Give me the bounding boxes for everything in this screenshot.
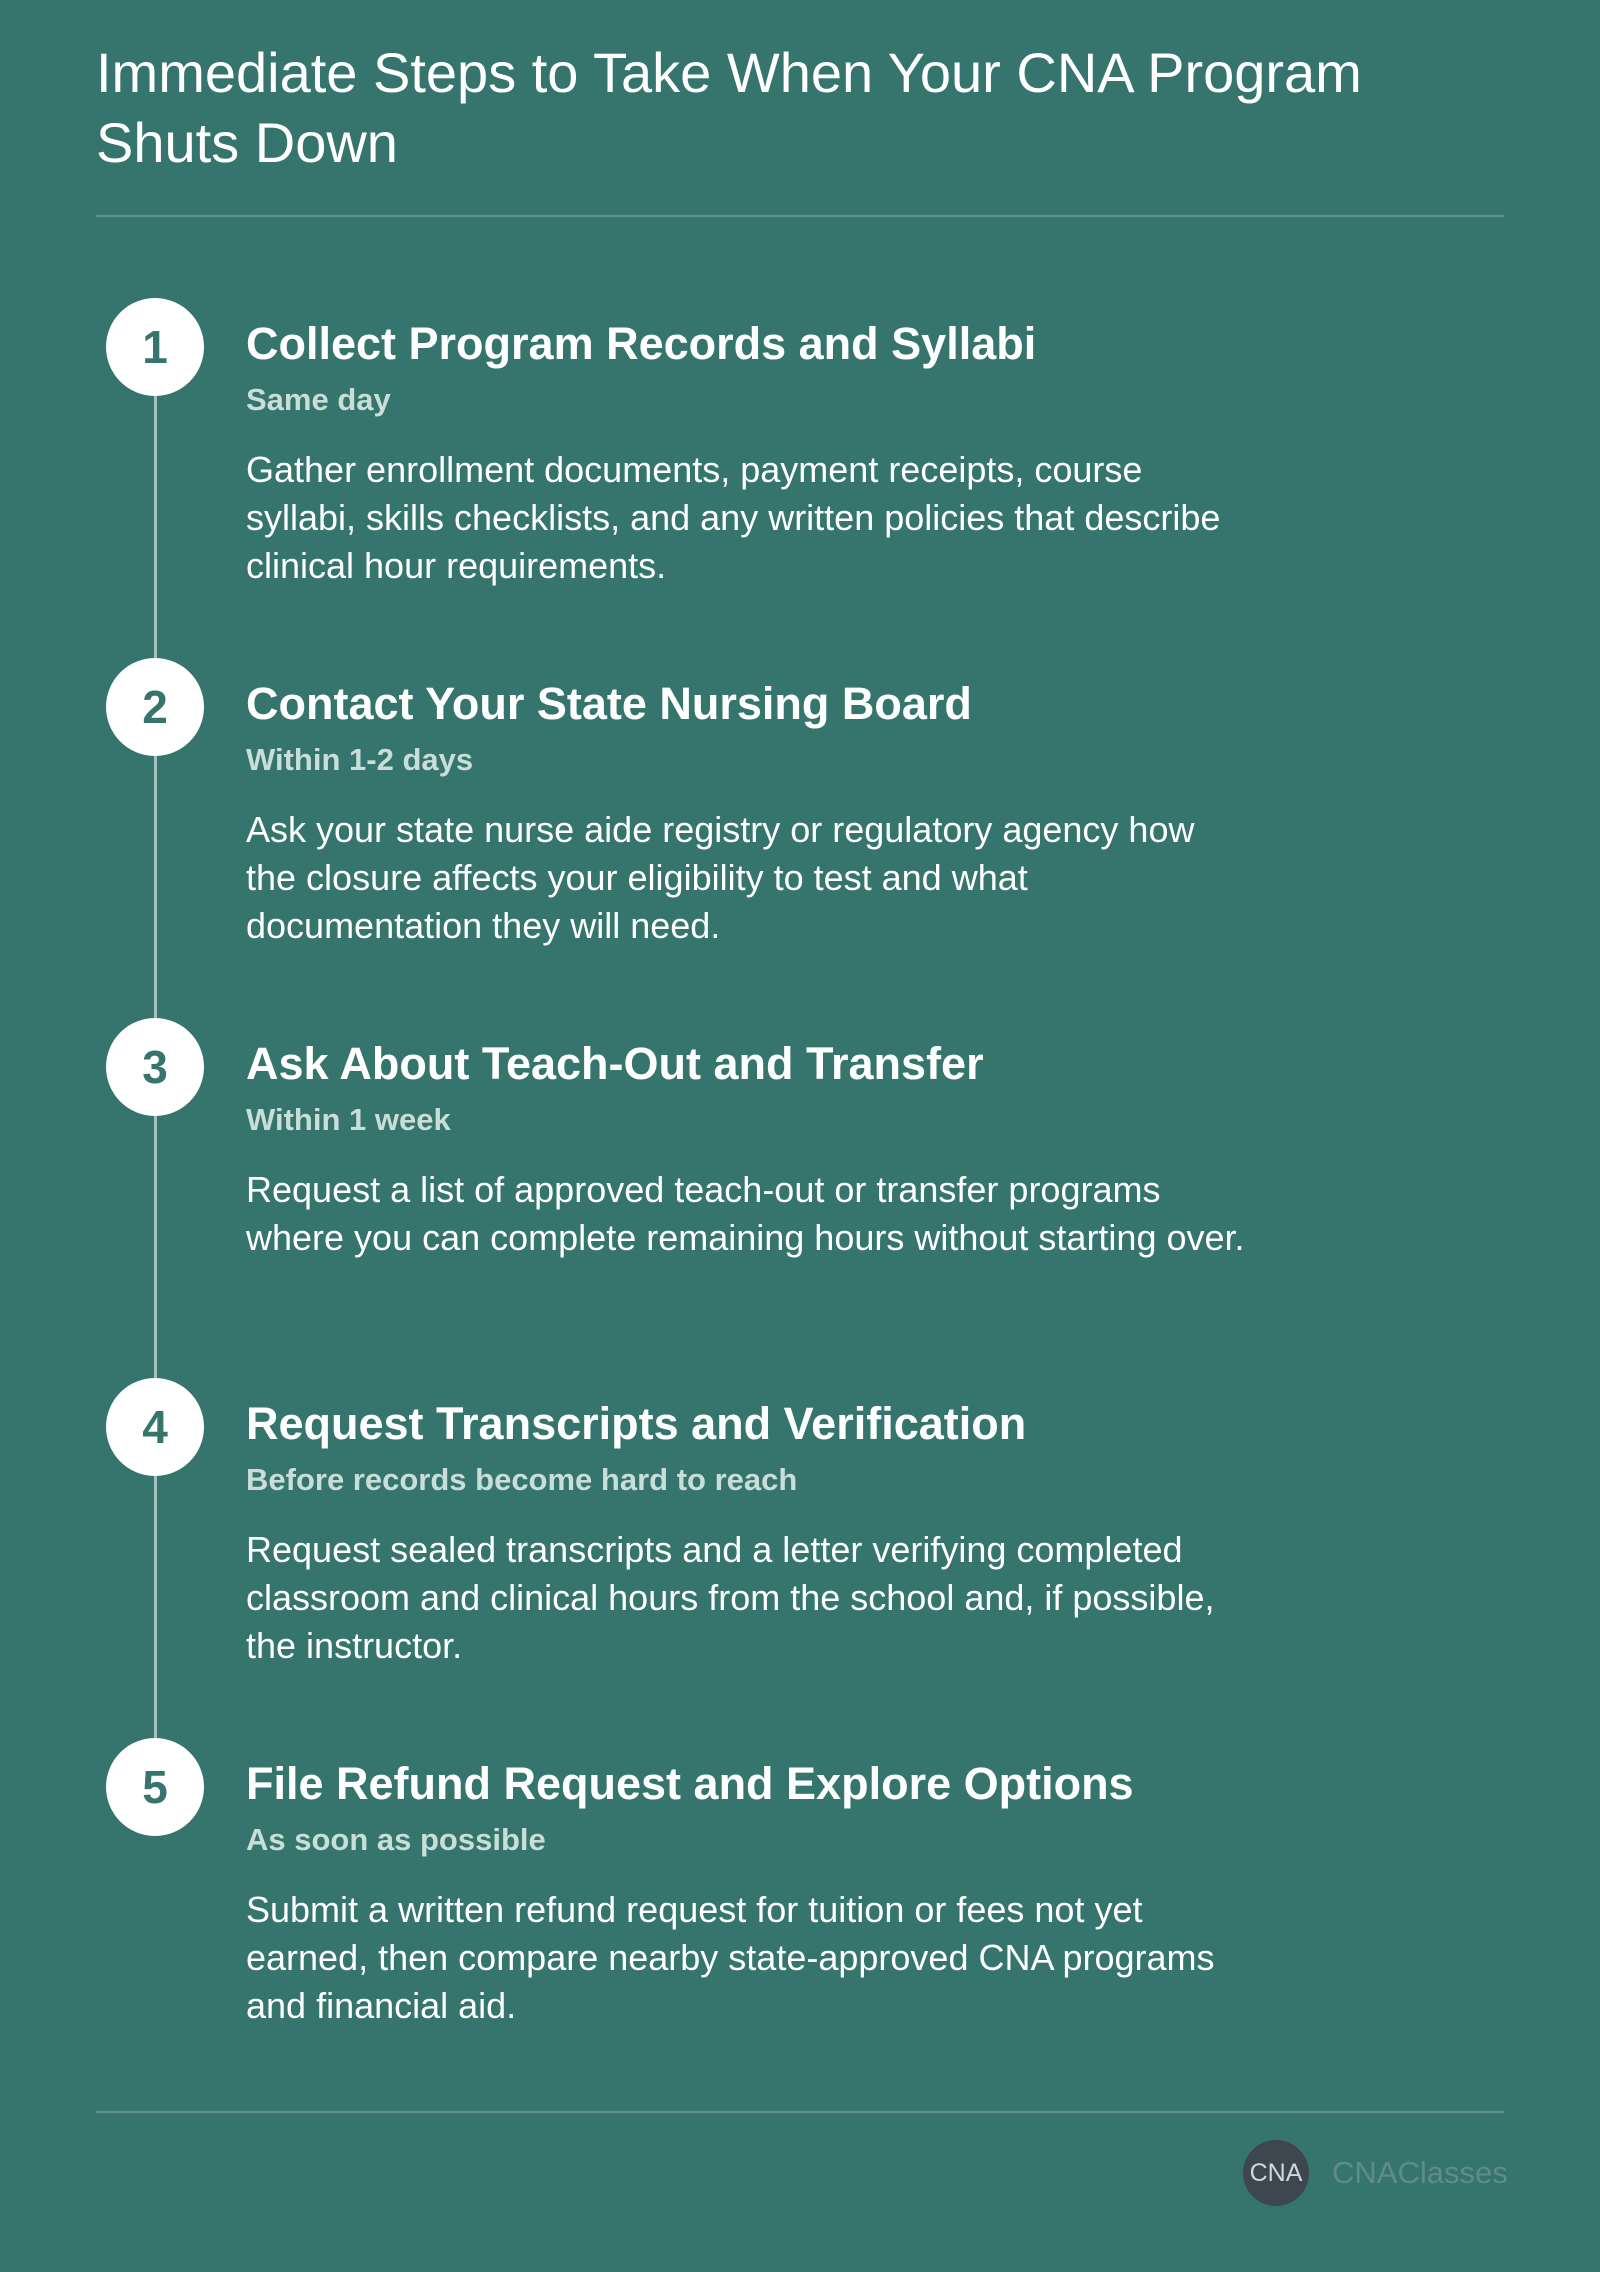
- step-timing: Same day: [246, 382, 391, 417]
- step-timing: Within 1-2 days: [246, 742, 474, 777]
- step-description: Submit a written refund request for tuition or fees not yet earned, then compare nearby state-approved CNA programs and financial aid.: [246, 1889, 1215, 2026]
- step-number-badge: 4: [106, 1378, 204, 1476]
- step-timing: As soon as possible: [246, 1822, 546, 1857]
- step-number-badge: 5: [106, 1738, 204, 1836]
- footer-divider: [96, 2111, 1504, 2113]
- brand-logo: CNA: [1243, 2140, 1309, 2206]
- step-title: Ask About Teach-Out and Transfer: [246, 1038, 984, 1089]
- step-title: Contact Your State Nursing Board: [246, 678, 972, 729]
- step-description: Request a list of approved teach-out or transfer programs where you can complete remaining hours without starting over.: [246, 1169, 1245, 1258]
- brand-name: CNAClasses: [1332, 2155, 1508, 2190]
- step-number-badge: 2: [106, 658, 204, 756]
- step-number-badge: 3: [106, 1018, 204, 1116]
- step-1: [0, 298, 1600, 638]
- step-4: [0, 1378, 1600, 1718]
- step-title: File Refund Request and Explore Options: [246, 1758, 1134, 1809]
- step-3: [0, 1018, 1600, 1358]
- step-title: Request Transcripts and Verification: [246, 1398, 1027, 1449]
- step-timing: Within 1 week: [246, 1102, 451, 1137]
- header-divider: [96, 215, 1504, 217]
- page-title: Immediate Steps to Take When Your CNA Program Shuts Down: [96, 41, 1362, 174]
- step-2: [0, 658, 1600, 998]
- step-5: [0, 1738, 1600, 2078]
- step-timing: Before records become hard to reach: [246, 1462, 798, 1497]
- step-title: Collect Program Records and Syllabi: [246, 318, 1037, 369]
- step-description: Request sealed transcripts and a letter verifying completed classroom and clinical hours from the school and, if possible, the instructor.: [246, 1529, 1215, 1666]
- step-description: Ask your state nurse aide registry or regulatory agency how the closure affects your eligibility to test and what documentation they will need.: [246, 809, 1195, 946]
- step-number-badge: 1: [106, 298, 204, 396]
- step-description: Gather enrollment documents, payment receipts, course syllabi, skills checklists, and any written policies that describe clinical hour requirements.: [246, 449, 1221, 586]
